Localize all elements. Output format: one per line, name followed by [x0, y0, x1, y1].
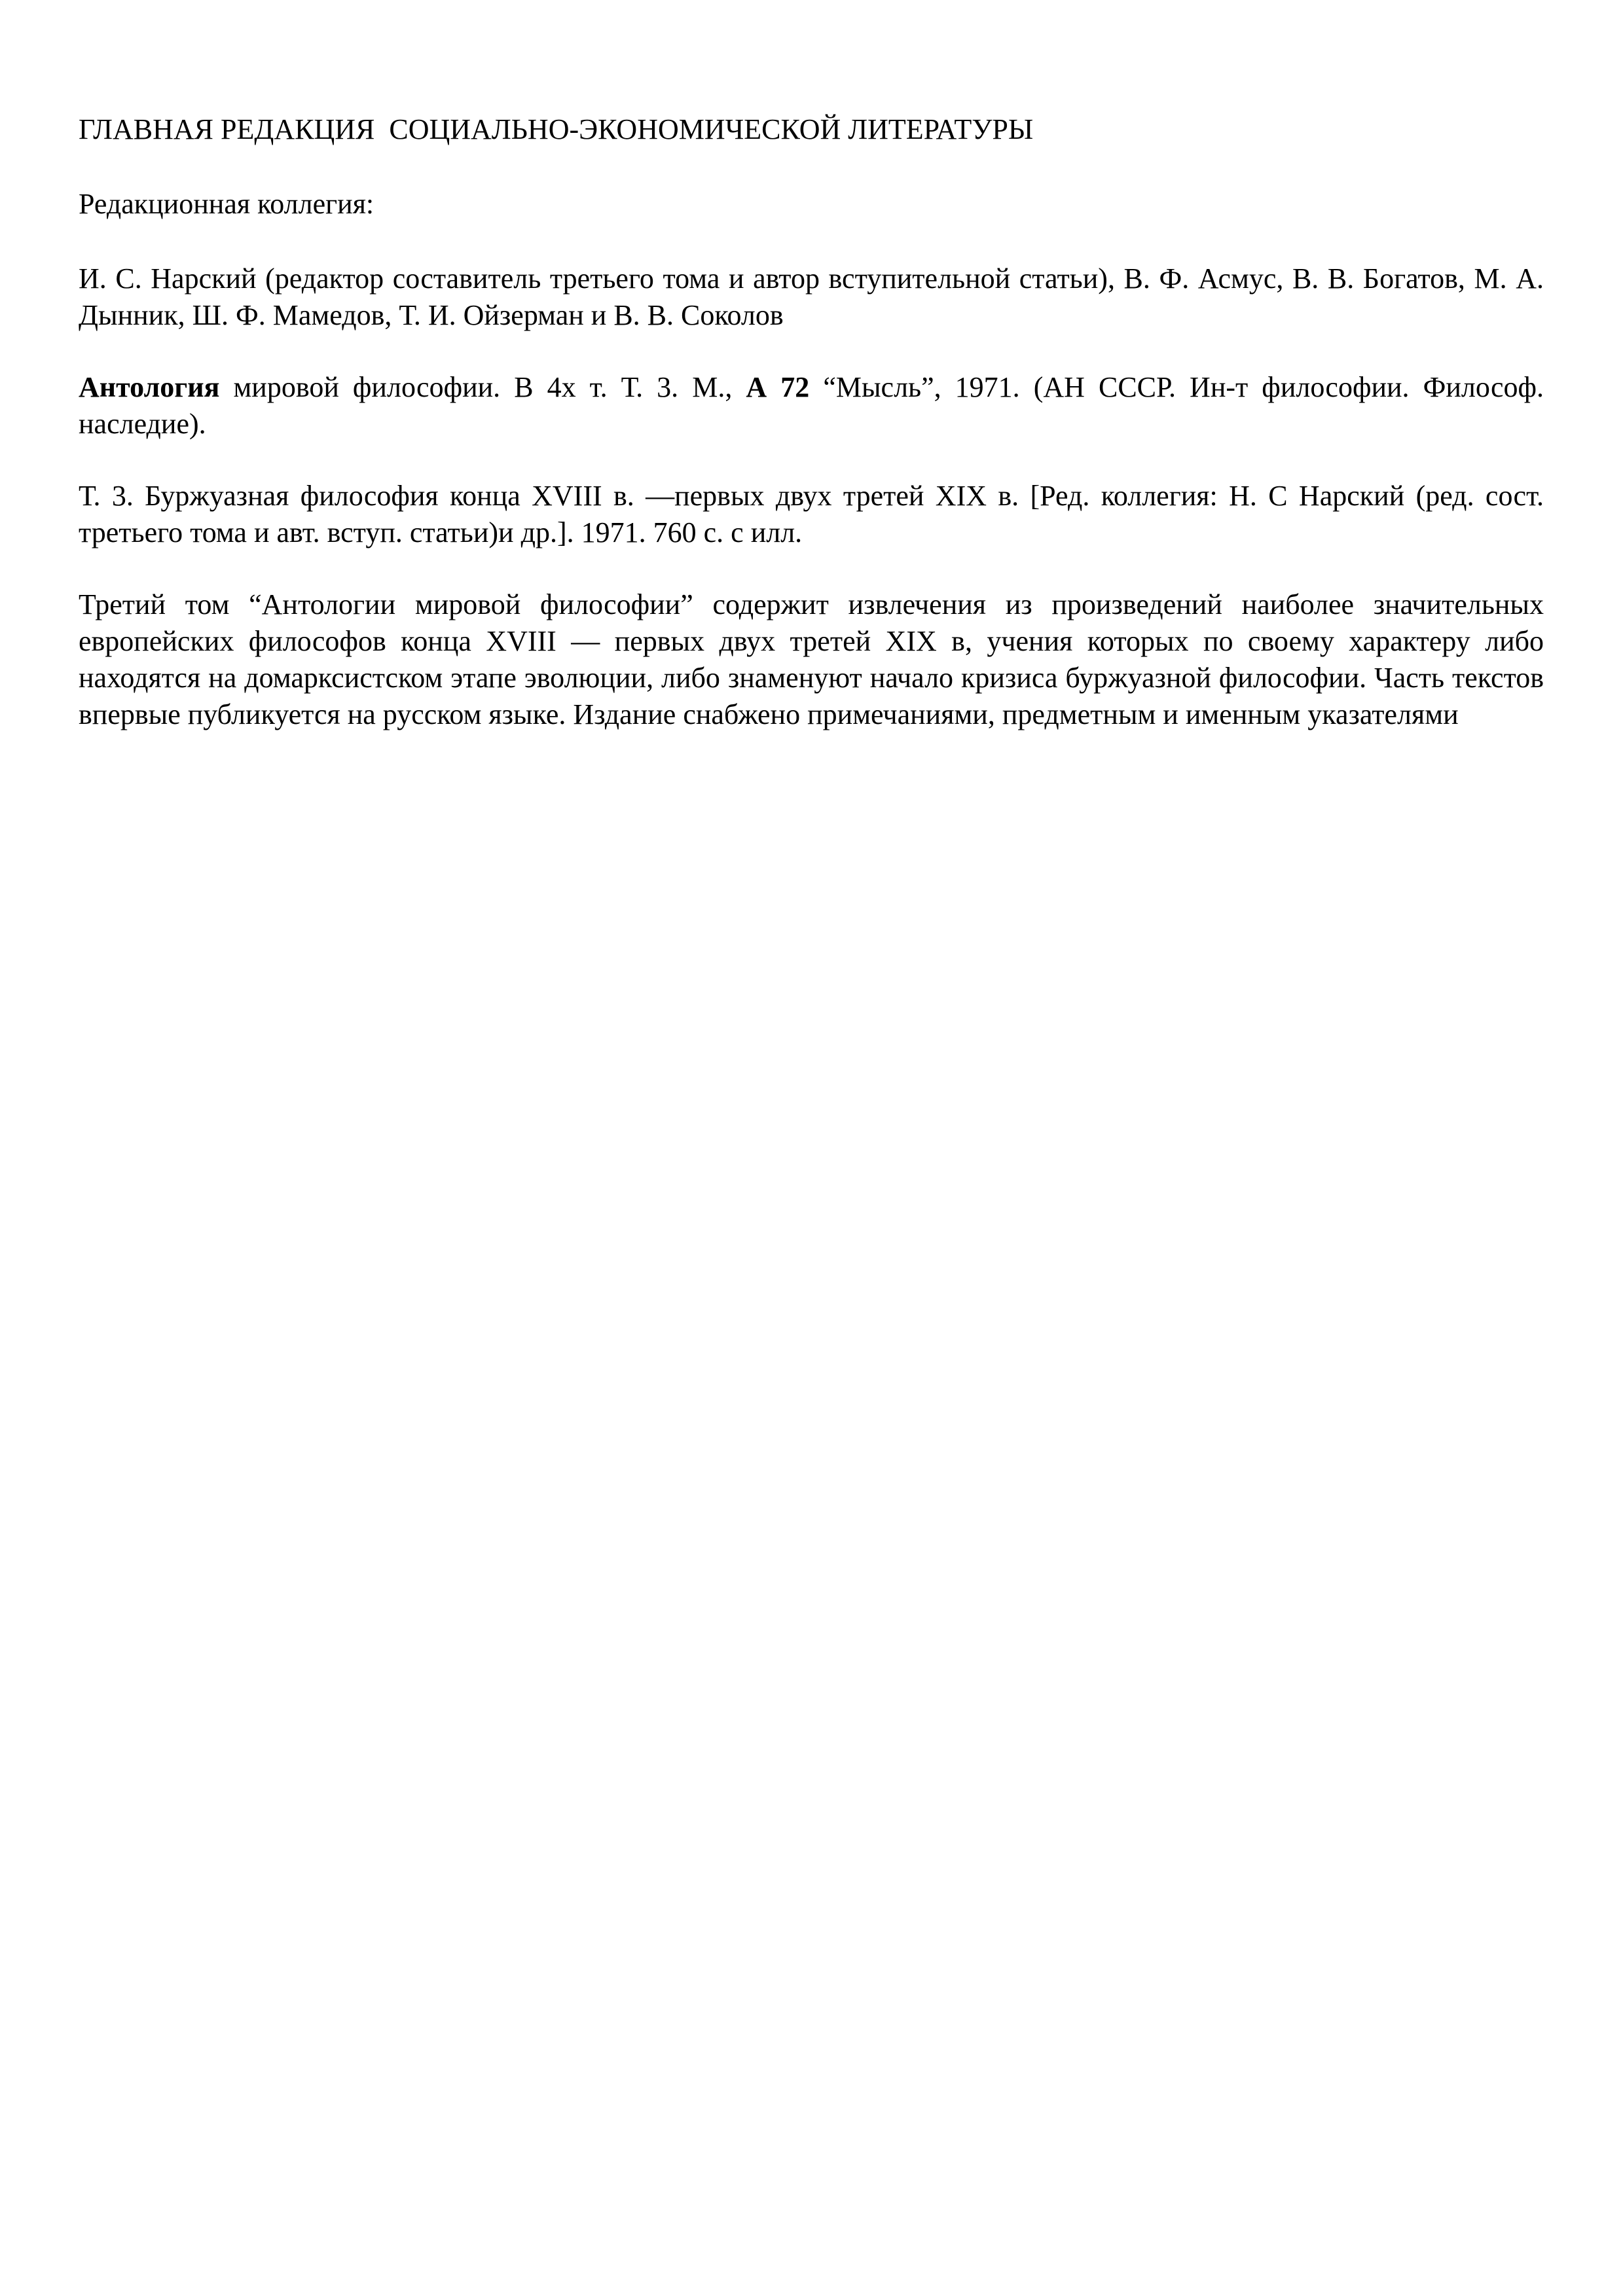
citation-text-2: “Мысль”, 1971. (АН СССР. Ин-т философии. Философ. наследие). [79, 371, 1544, 440]
volume-info: Т. 3. Буржуазная философия конца XVIII в. —первых двух третей XIX в. [Ред. коллегия: Н. С Нарский (ред. сост. третьего тома и авт. вступ. статьи)и др.]. 1971. 760 с. с илл. [79, 480, 1544, 548]
editorial-board-label: Редакционная коллегия: [79, 188, 374, 220]
editorial-board-members: И. С. Нарский (редактор составитель третьего тома и автор вступительной статьи), В. Ф. Асмус, В. В. Богатов, М. А. Дынник, Ш. Ф. Мамедов, Т. И. Ойзерман и В. В. Соколов [79, 262, 1544, 331]
citation-code: А 72 [746, 371, 810, 403]
citation-title: Антология [79, 371, 220, 403]
citation-text-1: мировой философии. В 4х т. Т. 3. М., [219, 371, 746, 403]
volume-description: Третий том “Антологии мировой философии” содержит извлечения из произведений наиболее значительных европейских философов конца XVIII — первых двух третей XIX в, учения которых по своему характеру либо находятся на домарксистском этапе эволюции, либо знаменуют начало кризиса буржуазной философии. Часть текстов впервые публикуется на русском языке. Издание снабжено примечаниями, предметным и именным указателями [79, 588, 1544, 730]
citation [79, 369, 1544, 442]
document-page [79, 111, 1544, 768]
publisher-heading: ГЛАВНАЯ РЕДАКЦИЯ СОЦИАЛЬНО-ЭКОНОМИЧЕСКОЙ ЛИТЕРАТУРЫ [79, 113, 1034, 145]
